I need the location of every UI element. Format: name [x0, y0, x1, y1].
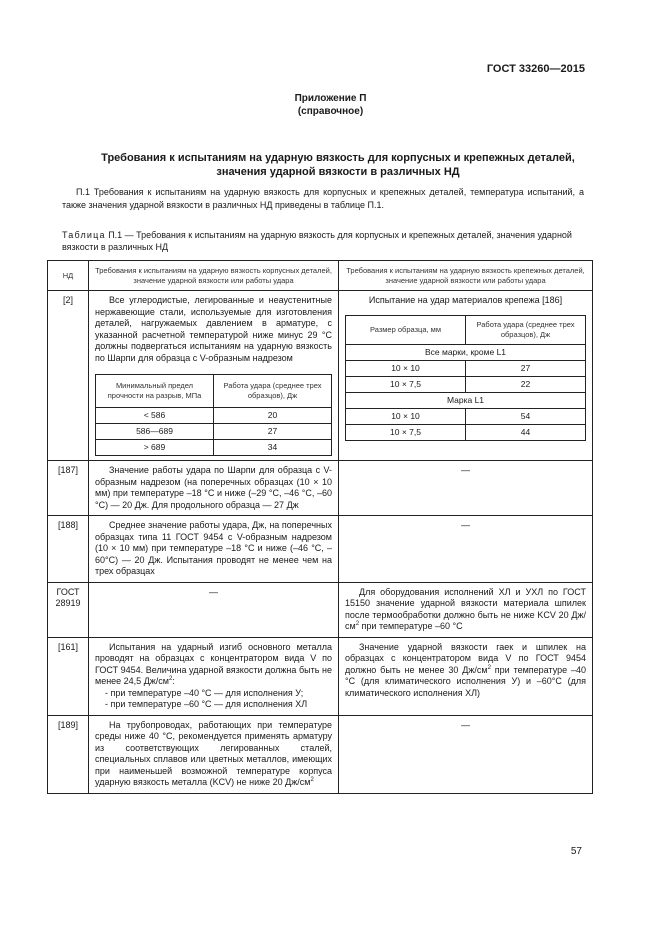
table-row — [48, 291, 593, 461]
strength-value: > 689 — [96, 440, 214, 456]
annex-title: Приложение П — [294, 93, 367, 104]
body-cell — [89, 291, 339, 461]
body-text-part: На трубопроводах, работающих при температуре среды ниже 40 °С, рекомендуется применять арматуру из соответствующих легированных сталей, специальных сплавов или цветных металлов, имеющих при наименьшей возможной температуре корпуса ударную вязкость металла (KCV) не ниже 20 Дж/см — [95, 719, 332, 787]
nd-cell: [188] — [48, 516, 89, 583]
table-row — [346, 408, 586, 424]
table-caption — [62, 229, 584, 253]
energy-value: 27 — [466, 360, 586, 376]
size-value: 10 × 10 — [346, 408, 466, 424]
header-fasteners: Требования к испытаниям на ударную вязкость крепежных деталей, значение ударной вязкости или работы удара — [339, 261, 593, 291]
table-caption-text: П.1 — Требования к испытаниям на ударную вязкость для корпусных и крепежных деталей, значения ударной вязкости в различных НД — [62, 230, 572, 252]
size-value: 10 × 7,5 — [346, 376, 466, 392]
energy-value: 34 — [214, 440, 332, 456]
page-number: 57 — [570, 846, 582, 857]
energy-header: Работа удара (среднее трех образцов), Дж — [214, 375, 332, 408]
list-item: - при температуре –60 °С — для исполнения ХЛ — [105, 699, 308, 709]
energy-value: 44 — [466, 424, 586, 440]
requirements-table — [47, 260, 593, 794]
table-row — [346, 424, 586, 440]
body-cell — [89, 637, 339, 715]
nd-cell: [2] — [48, 291, 89, 461]
superscript: 2 — [355, 621, 360, 627]
body-cell: — — [89, 582, 339, 637]
table-row — [48, 582, 593, 637]
group-label: Марка L1 — [346, 392, 586, 408]
page-title — [60, 151, 616, 179]
energy-value: 20 — [214, 408, 332, 424]
fastener-title: Испытание на удар материалов крепежа [186] — [368, 295, 563, 305]
body-cell — [89, 715, 339, 793]
strength-value: 586—689 — [96, 424, 214, 440]
annex-subtitle: (справочное) — [297, 106, 364, 117]
fastener-cell: — — [339, 461, 593, 516]
intro-paragraph: П.1 Требования к испытаниям на ударную вязкость для корпусных и крепежных деталей, температура испытаний, а также значения ударной вязкости в различных НД приведены в таблице П.1. — [62, 187, 584, 210]
strength-value: < 586 — [96, 408, 214, 424]
table-row — [346, 376, 586, 392]
nd-cell: [189] — [48, 715, 89, 793]
table-row — [48, 461, 593, 516]
list-item: - при температуре –40 °С — для исполнения У; — [105, 687, 304, 698]
table-row — [48, 516, 593, 583]
energy-value: 27 — [214, 424, 332, 440]
fastener-cell: — — [339, 516, 593, 583]
group-label: Все марки, кроме L1 — [346, 344, 586, 360]
superscript: 2 — [310, 777, 314, 783]
energy-value: 54 — [466, 408, 586, 424]
strength-header: Минимальный предел прочности на разрыв, МПа — [96, 375, 214, 408]
body-cell — [89, 516, 339, 583]
superscript: 2 — [169, 676, 173, 682]
size-value: 10 × 10 — [346, 360, 466, 376]
fastener-text-part: при температуре –60 °С — [359, 621, 463, 631]
fastener-table — [345, 315, 586, 441]
table-row — [96, 408, 332, 424]
header-nd: НД — [48, 261, 89, 291]
body-cell — [89, 461, 339, 516]
strength-table — [95, 374, 332, 456]
table-row — [96, 440, 332, 456]
fastener-cell — [339, 637, 593, 715]
table-row — [48, 637, 593, 715]
page-title-line2: значения ударной вязкости в различных НД — [216, 166, 460, 178]
table-row — [346, 360, 586, 376]
superscript: 2 — [487, 664, 491, 671]
body-text-part: : — [172, 676, 175, 686]
fastener-text — [345, 642, 586, 700]
table-caption-label: Таблица — [62, 230, 106, 240]
nd-cell: [187] — [48, 461, 89, 516]
table-row — [48, 715, 593, 793]
standard-number: ГОСТ 33260—2015 — [486, 63, 585, 75]
fastener-text-part: Значение ударной вязкости гаек и шпилек на образцах с концентратором вида V по ГОСТ 9454 должно быть не менее 30 Дж/см — [345, 641, 586, 675]
body-text — [95, 642, 332, 688]
energy-value: 22 — [466, 376, 586, 392]
energy-header: Работа удара (среднее трех образцов), Дж — [466, 315, 586, 344]
body-text: Все углеродистые, легированные и неаустенитные нержавеющие стали, используемые для изготовления деталей, нагружаемых давлением в арматуре, с указанной расчетной температурой ниже минус 29 °С должны подвергаться испытаниям на ударную вязкость по Шарпи для образца с V-образным надрезом — [95, 295, 332, 363]
nd-cell: ГОСТ 28919 — [48, 582, 89, 637]
page-title-line1: Требования к испытаниям на ударную вязкость для корпусных и крепежных деталей, — [101, 152, 575, 164]
fastener-text — [345, 587, 586, 633]
fastener-cell — [339, 582, 593, 637]
size-value: 10 × 7,5 — [346, 424, 466, 440]
body-text-part: Испытания на ударный изгиб основного металла проводят на образцах с концентратором вида V по ГОСТ 9454. Величина ударной вязкости должна быть не менее 24,5 Дж/см — [95, 641, 332, 686]
body-text: Среднее значение работы удара, Дж, на поперечных образцах типа 11 ГОСТ 9454 с V-образным надрезом (10 × 10 мм) при температуре –18 °С и ниже (–46 °С, –60°С) — 20 Дж. Испытания проводят не менее чем на трех образцах — [95, 520, 332, 576]
fastener-text-part: при температуре –40 °С (для климатического исполнения У) и –60°С (для климатического исполнения ХЛ) — [345, 664, 586, 698]
annex-heading — [0, 92, 661, 118]
fastener-cell — [339, 291, 593, 461]
table-row — [96, 424, 332, 440]
fastener-cell: — — [339, 715, 593, 793]
body-text: Значение работы удара по Шарпи для образца с V-образным надрезом (на поперечных образцах (10 × 10 мм) при температуре –18 °С и ниже (–29 °С, –46 °С, –60 °С) — 20 Дж. Для продольного образца — 27 Дж — [95, 465, 332, 510]
fastener-text-part: Для оборудования исполнений ХЛ и УХЛ по ГОСТ 15150 значение ударной вязкости материала шпилек после термообработки должно быть не ниже KCV 20 Дж/см — [345, 586, 586, 631]
body-text — [95, 720, 332, 789]
header-body-parts: Требования к испытаниям на ударную вязкость корпусных деталей, значение ударной вязкости или работы удара — [89, 261, 339, 291]
size-header: Размер образца, мм — [346, 315, 466, 344]
table-header-row — [48, 261, 593, 291]
nd-cell: [161] — [48, 637, 89, 715]
